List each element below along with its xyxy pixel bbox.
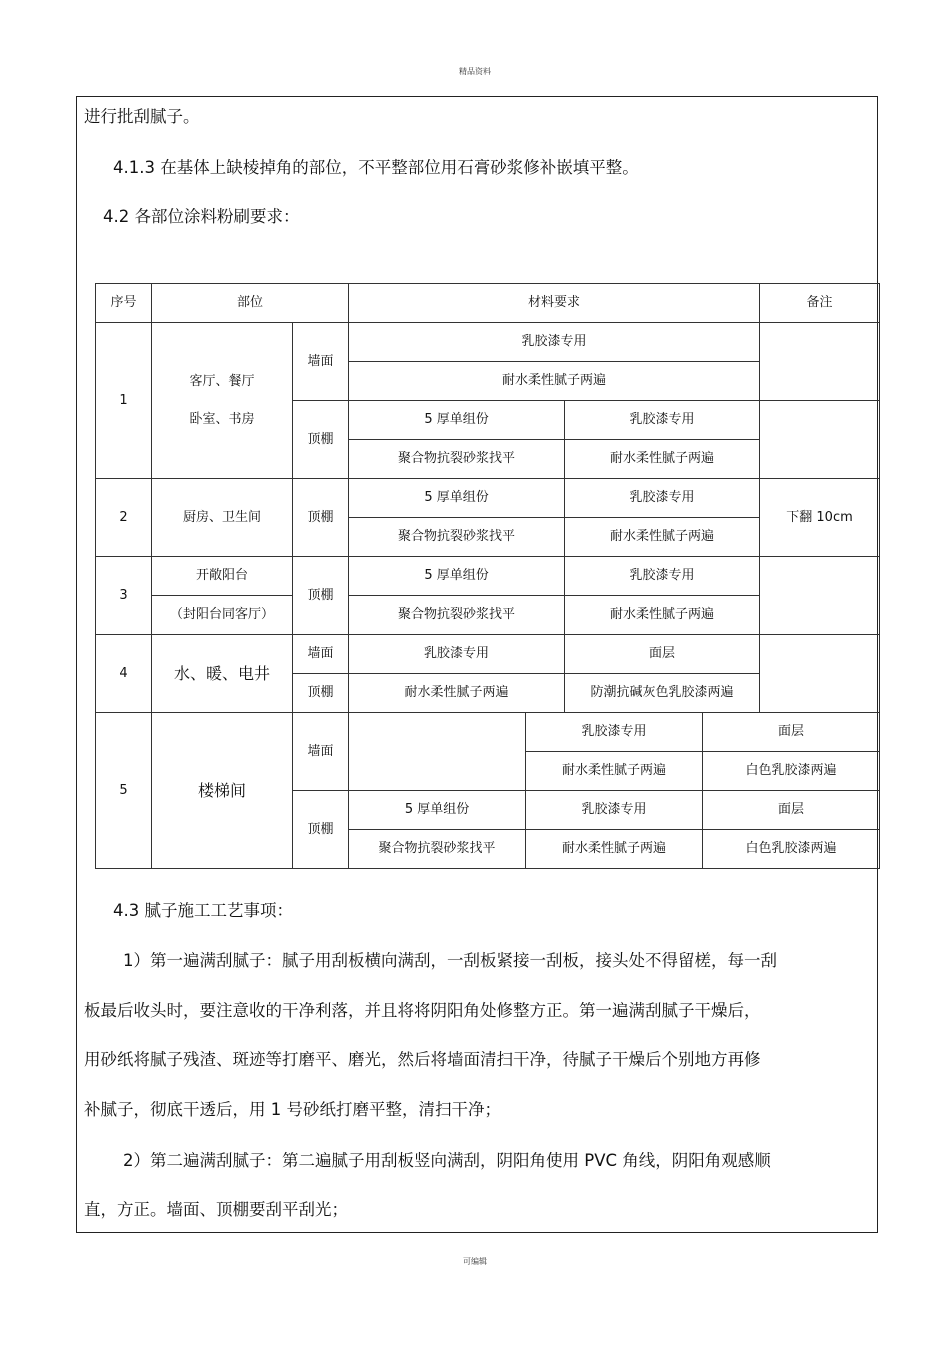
row5-ceiling-label: 顶棚 [293,791,349,869]
row1-wall-m2: 耐水柔性腻子两遍 [349,362,760,401]
header-material: 材料要求 [349,284,760,323]
para2-line1: 2）第二遍满刮腻子：第二遍腻子用刮板竖向满刮，阴阳角使用 PVC 角线，阴阳角观感顺 [123,1151,771,1170]
row1-no: 1 [96,323,152,479]
row5-wall-c1: 面层 [703,713,880,752]
row4-area: 水、暖、电井 [152,635,293,713]
row2-b1: 乳胶漆专用 [565,479,760,518]
header-note: 精品资料 [459,67,491,76]
row1-ceiling-b2: 耐水柔性腻子两遍 [565,440,760,479]
coating-spec-table [95,283,880,869]
row5-wall-a [349,713,526,791]
row4-wall-label: 墙面 [293,635,349,674]
row4-b1: 面层 [565,635,760,674]
table-row [96,635,880,674]
header-remark: 备注 [760,284,880,323]
row3-a2: 聚合物抗裂砂浆找平 [349,596,565,635]
para1-line2: 板最后收头时，要注意收的干净利落，并且将将阴阳角处修整方正。第一遍满刮腻子干燥后， [84,1001,761,1020]
row3-b2: 耐水柔性腻子两遍 [565,596,760,635]
row5-ceiling-a2: 聚合物抗裂砂浆找平 [349,830,526,869]
document-frame [76,96,878,1233]
row4-no: 4 [96,635,152,713]
table-row [96,479,880,518]
row2-no: 2 [96,479,152,557]
row5-wall-b1: 乳胶漆专用 [526,713,703,752]
row4-b2: 防潮抗碱灰色乳胶漆两遍 [565,674,760,713]
header-part: 部位 [152,284,349,323]
row4-a1: 乳胶漆专用 [349,635,565,674]
row5-no: 5 [96,713,152,869]
footer-note: 可编辑 [463,1257,487,1266]
row5-ceiling-b1: 乳胶漆专用 [526,791,703,830]
header-no: 序号 [96,284,152,323]
row1-ceiling-remark [760,401,880,479]
row1-ceiling-a2: 聚合物抗裂砂浆找平 [349,440,565,479]
row1-wall-label: 墙面 [293,323,349,401]
row5-ceiling-b2: 耐水柔性腻子两遍 [526,830,703,869]
row3-a1: 5 厚单组份 [349,557,565,596]
row2-a2: 聚合物抗裂砂浆找平 [349,518,565,557]
intro-line-1: 进行批刮腻子。 [84,107,200,126]
row2-b2: 耐水柔性腻子两遍 [565,518,760,557]
row1-ceiling-a1: 5 厚单组份 [349,401,565,440]
row3-b1: 乳胶漆专用 [565,557,760,596]
row2-a1: 5 厚单组份 [349,479,565,518]
table-header-row [96,284,880,323]
para1-line1: 1）第一遍满刮腻子：腻子用刮板横向满刮，一刮板紧接一刮板，接头处不得留槎，每一刮 [123,951,777,970]
para1-line4: 补腻子，彻底干透后，用 1 号砂纸打磨平整，清扫干净； [84,1100,501,1119]
table-row [96,713,880,752]
row3-remark [760,557,880,635]
row5-ceiling-a1: 5 厚单组份 [349,791,526,830]
row1-ceiling-b1: 乳胶漆专用 [565,401,760,440]
row4-a2: 耐水柔性腻子两遍 [349,674,565,713]
row3-area-b: （封阳台同客厅） [152,596,293,635]
row1-wall-remark [760,323,880,401]
row5-ceiling-c2: 白色乳胶漆两遍 [703,830,880,869]
para2-line2: 直，方正。墙面、顶棚要刮平刮光； [84,1200,348,1219]
table-row [96,557,880,596]
row2-area: 厨房、卫生间 [152,479,293,557]
row1-area-b: 卧室、书房 [189,411,255,427]
row5-area: 楼梯间 [152,713,293,869]
row5-wall-label: 墙面 [293,713,349,791]
row4-ceiling-label: 顶棚 [293,674,349,713]
row1-area [152,323,293,479]
row4-remark [760,635,880,713]
table-row [96,323,880,362]
row5-wall-c2: 白色乳胶漆两遍 [703,752,880,791]
row5-ceiling-c1: 面层 [703,791,880,830]
row3-ceiling-label: 顶棚 [293,557,349,635]
intro-line-2: 4.1.3 在基体上缺棱掉角的部位，不平整部位用石膏砂浆修补嵌填平整。 [113,158,639,177]
row2-remark: 下翻 10cm [760,479,880,557]
row1-ceiling-label: 顶棚 [293,401,349,479]
row1-area-a: 客厅、餐厅 [189,373,255,389]
row5-wall-b2: 耐水柔性腻子两遍 [526,752,703,791]
row3-area-a: 开敞阳台 [152,557,293,596]
section-title: 4.3 腻子施工工艺事项： [113,901,293,920]
row3-no: 3 [96,557,152,635]
para1-line3: 用砂纸将腻子残渣、斑迹等打磨平、磨光，然后将墙面清扫干净，待腻子干燥后个别地方再修 [84,1050,761,1069]
row1-wall-m1: 乳胶漆专用 [349,323,760,362]
intro-line-3: 4.2 各部位涂料粉刷要求： [103,207,300,226]
row2-ceiling-label: 顶棚 [293,479,349,557]
